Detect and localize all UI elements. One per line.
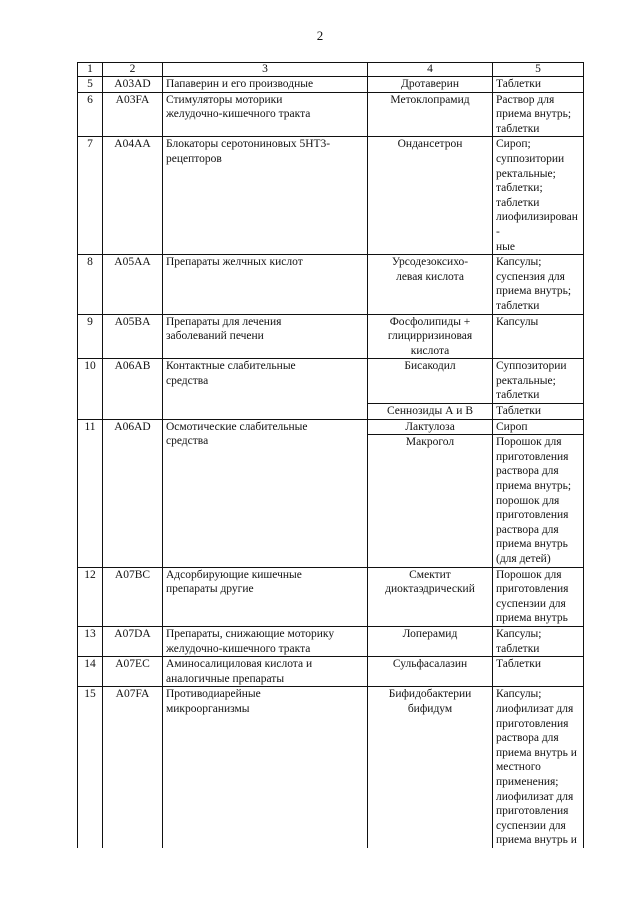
drug-name: Метоклопрамид [368,92,493,137]
drug-name: Урсодезоксихо- левая кислота [368,255,493,314]
row-number: 14 [78,657,103,687]
drug-name: Смектит диоктаэдрический [368,567,493,626]
atc-code: A03AD [103,77,163,93]
pharmacological-group: Осмотические слабительные средства [163,419,368,567]
table-row [78,92,584,137]
row-number: 10 [78,359,103,419]
drug-name: Лоперамид [368,626,493,656]
column-header: 3 [163,63,368,77]
table-row [78,657,584,687]
row-number: 12 [78,567,103,626]
dosage-form: Сироп; суппозитории ректальные; таблетки; таблетки лиофилизирован- ные [493,137,584,255]
pharmacological-group: Стимуляторы моторики желудочно-кишечного тракта [163,92,368,137]
drug-name: Макрогол [368,435,493,567]
dosage-form: Капсулы; суспензия для приема внутрь; таблетки [493,255,584,314]
dosage-form: Суппозитории ректальные; таблетки [493,359,584,404]
dosage-form: Порошок для приготовления суспензии для приема внутрь [493,567,584,626]
atc-code: A06AB [103,359,163,419]
pharmacological-group: Папаверин и его производные [163,77,368,93]
drug-name: Ондансетрон [368,137,493,255]
atc-code: A05BA [103,314,163,359]
row-number: 13 [78,626,103,656]
table-row [78,687,584,848]
dosage-form: Таблетки [493,77,584,93]
dosage-form: Таблетки [493,657,584,687]
table-row [78,626,584,656]
table-row [78,255,584,314]
table-row [78,567,584,626]
table-row [78,77,584,93]
drug-name: Фосфолипиды + глицирризиновая кислота [368,314,493,359]
table-row [78,137,584,255]
column-header: 4 [368,63,493,77]
dosage-form: Таблетки [493,404,584,420]
drug-name: Бисакодил [368,359,493,404]
row-number: 7 [78,137,103,255]
row-number: 8 [78,255,103,314]
table-row [78,314,584,359]
drug-name: Бифидобактерии бифидум [368,687,493,848]
pharmacological-group: Адсорбирующие кишечные препараты другие [163,567,368,626]
pharmacological-group: Препараты, снижающие моторику желудочно-кишечного тракта [163,626,368,656]
dosage-form: Порошок для приготовления раствора для приема внутрь; порошок для приготовления раствора для приема внутрь (для детей) [493,435,584,567]
page-number: 2 [316,28,324,43]
dosage-form: Капсулы; таблетки [493,626,584,656]
header-row [78,63,584,77]
table-row [78,419,584,435]
row-number: 6 [78,92,103,137]
dosage-form: Сироп [493,419,584,435]
column-header: 2 [103,63,163,77]
pharmacological-group: Аминосалициловая кислота и аналогичные препараты [163,657,368,687]
column-header: 5 [493,63,584,77]
row-number: 5 [78,77,103,93]
pharmacological-group: Контактные слабительные средства [163,359,368,419]
pharmacological-group: Противодиарейные микроорганизмы [163,687,368,848]
dosage-form: Капсулы [493,314,584,359]
medicines-table [77,62,584,848]
pharmacological-group: Препараты желчных кислот [163,255,368,314]
row-number: 15 [78,687,103,848]
row-number: 11 [78,419,103,567]
dosage-form: Капсулы; лиофилизат для приготовления раствора для приема внутрь и местного применения; лиофилизат для приготовления суспензии для приема внутрь и [493,687,584,848]
drug-name: Сульфасалазин [368,657,493,687]
dosage-form: Раствор для приема внутрь; таблетки [493,92,584,137]
atc-code: A03FA [103,92,163,137]
atc-code: A07EC [103,657,163,687]
column-header: 1 [78,63,103,77]
atc-code: A05AA [103,255,163,314]
atc-code: A07BC [103,567,163,626]
atc-code: A07DA [103,626,163,656]
table-row [78,359,584,404]
drug-name: Дротаверин [368,77,493,93]
pharmacological-group: Блокаторы серотониновых 5HT3- рецепторов [163,137,368,255]
atc-code: A06AD [103,419,163,567]
row-number: 9 [78,314,103,359]
drug-name: Лактулоза [368,419,493,435]
drug-name: Сеннозиды А и В [368,404,493,420]
atc-code: A04AA [103,137,163,255]
pharmacological-group: Препараты для лечения заболеваний печени [163,314,368,359]
atc-code: A07FA [103,687,163,848]
